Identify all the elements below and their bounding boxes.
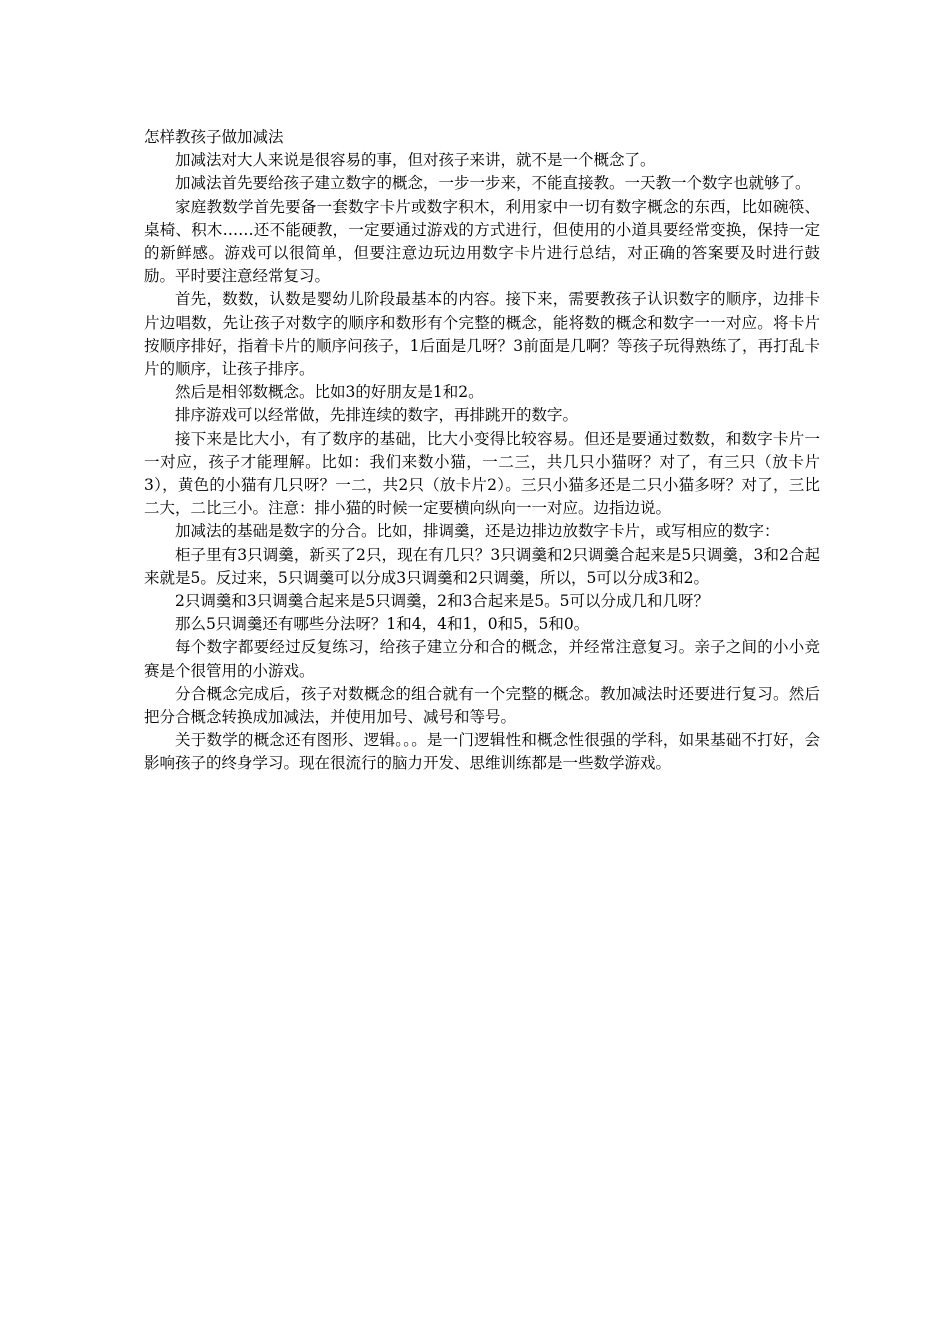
paragraph: 关于数学的概念还有图形、逻辑。。。是一门逻辑性和概念性很强的学科，如果基础不打好，会影响孩子的终身学习。现在很流行的脑力开发、思维训练都是一些数学游戏。 bbox=[144, 731, 820, 773]
paragraph: 接下来是比大小，有了数序的基础，比大小变得比较容易。但还是要通过数数，和数字卡片一一对应，孩子才能理解。比如：我们来数小猫，一二三，共几只小猫呀？对了，有三只（放卡片3），黄色的小猫有几只呀？一二，共2只（放卡片2）。三只小猫多还是二只小猫多呀？对了，三比二大，二比三小。注意：排小猫的时候一定要横向纵向一一对应。边指边说。 bbox=[144, 429, 820, 518]
paragraph: 加减法的基础是数字的分合。比如，排调羹，还是边排边放数字卡片，或写相应的数字： bbox=[175, 522, 780, 541]
paragraph: 然后是相邻数概念。比如3的好朋友是1和2。 bbox=[175, 383, 484, 402]
paragraph: 加减法首先要给孩子建立数字的概念，一步一步来，不能直接教。一天教一个数字也就够了。 bbox=[175, 174, 811, 193]
paragraph: 2只调羹和3只调羹合起来是5只调羹，2和3合起来是5。5可以分成几和几呀？ bbox=[175, 592, 710, 611]
paragraph: 每个数字都要经过反复练习，给孩子建立分和合的概念，并经常注意复习。亲子之间的小小竞赛是个很管用的小游戏。 bbox=[144, 638, 820, 680]
paragraph: 排序游戏可以经常做，先排连续的数字，再排跳开的数字。 bbox=[175, 406, 579, 425]
document-body bbox=[144, 126, 820, 776]
paragraph: 分合概念完成后，孩子对数概念的组合就有一个完整的概念。教加减法时还要进行复习。然后把分合概念转换成加减法，并使用加号、减号和等号。 bbox=[144, 684, 820, 727]
paragraph: 加减法对大人来说是很容易的事，但对孩子来讲，就不是一个概念了。 bbox=[175, 151, 656, 170]
paragraph: 首先，数数，认数是婴幼儿阶段最基本的内容。接下来，需要教孩子认识数字的顺序，边排卡片边唱数，先让孩子对数字的顺序和数形有个完整的概念，能将数的概念和数字一一对应。将卡片按顺序排好，指着卡片的顺序问孩子，1后面是几呀？3前面是几啊？等孩子玩得熟练了，再打乱卡片的顺序，让孩子排序。 bbox=[144, 290, 820, 379]
paragraph: 柜子里有3只调羹，新买了2只，现在有几只？3只调羹和2只调羹合起来是5只调羹，3和2合起来就是5。反过来，5只调羹可以分成3只调羹和2只调羹，所以，5可以分成3和2。 bbox=[144, 545, 820, 587]
paragraph: 那么5只调羹还有哪些分法呀？1和4，4和1，0和5，5和0。 bbox=[175, 615, 590, 634]
document-title: 怎样教孩子做加减法 bbox=[144, 128, 284, 146]
paragraph: 家庭教数学首先要备一套数字卡片或数字积木，利用家中一切有数字概念的东西，比如碗筷、桌椅、积木……还不能硬教，一定要通过游戏的方式进行，但使用的小道具要经常变换，保持一定的新鲜感。游戏可以很简单，但要注意边玩边用数字卡片进行总结，对正确的答案要及时进行鼓励。平时要注意经常复习。 bbox=[144, 197, 820, 286]
